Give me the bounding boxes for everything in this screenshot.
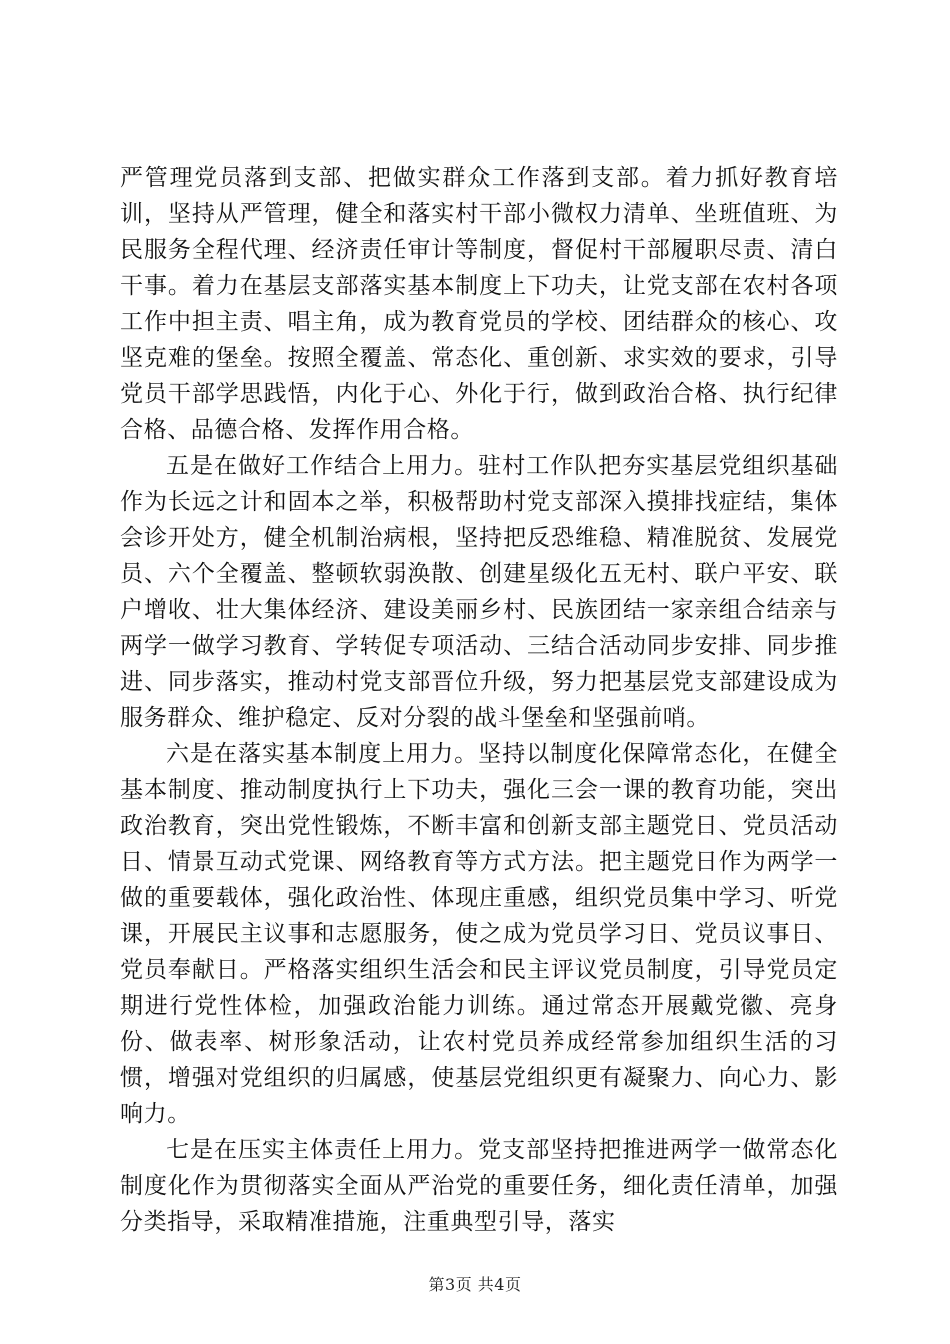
page-footer: 第3页 共4页 [428,1275,522,1294]
paragraph-1: 严管理党员落到支部、把做实群众工作落到支部。着力抓好教育培训，坚持从严管理，健全和落实村干部小微权力清单、坐班值班、为民服务全程代理、经济责任审计等制度，督促村干部履职尽责、清白干事。着力在基层支部落实基本制度上下功夫，让党支部在农村各项工作中担主责、唱主角，成为教育党员的学校、团结群众的核心、攻坚克难的堡垒。按照全覆盖、常态化、重创新、求实效的要求，引导党员干部学思践悟，内化于心、外化于行，做到政治合格、执行纪律合格、品德合格、发挥作用合格。 [120,165,838,443]
paragraph-2: 五是在做好工作结合上用力。驻村工作队把夯实基层党组织基础作为长远之计和固本之举，积极帮助村党支部深入摸排找症结，集体会诊开处方，健全机制治病根，坚持把反恐维稳、精准脱贫、发展党员、六个全覆盖、整顿软弱涣散、创建星级化五无村、联户平安、联户增收、壮大集体经济、建设美丽乡村、民族团结一家亲组合结亲与两学一做学习教育、学转促专项活动、三结合活动同步安排、同步推进、同步落实，推动村党支部晋位升级，努力把基层党支部建设成为服务群众、维护稳定、反对分裂的战斗堡垒和坚强前哨。 [120,453,838,731]
paragraph-4: 七是在压实主体责任上用力。党支部坚持把推进两学一做常态化制度化作为贯彻落实全面从严治党的重要任务，细化责任清单，加强分类指导，采取精准措施，注重典型引导，落实 [120,1137,838,1235]
paragraph-3: 六是在落实基本制度上用力。坚持以制度化保障常态化，在健全基本制度、推动制度执行上下功夫，强化三会一课的教育功能，突出政治教育，突出党性锻炼，不断丰富和创新支部主题党日、党员活动日、情景互动式党课、网络教育等方式方法。把主题党日作为两学一做的重要载体，强化政治性、体现庄重感，组织党员集中学习、听党课，开展民主议事和志愿服务，使之成为党员学习日、党员议事日、党员奉献日。严格落实组织生活会和民主评议党员制度，引导党员定期进行党性体检，加强政治能力训练。通过常态开展戴党徽、亮身份、做表率、树形象活动，让农村党员养成经常参加组织生活的习惯，增强对党组织的归属感，使基层党组织更有凝聚力、向心力、影响力。 [120,741,838,1127]
document-body [120,160,838,1240]
